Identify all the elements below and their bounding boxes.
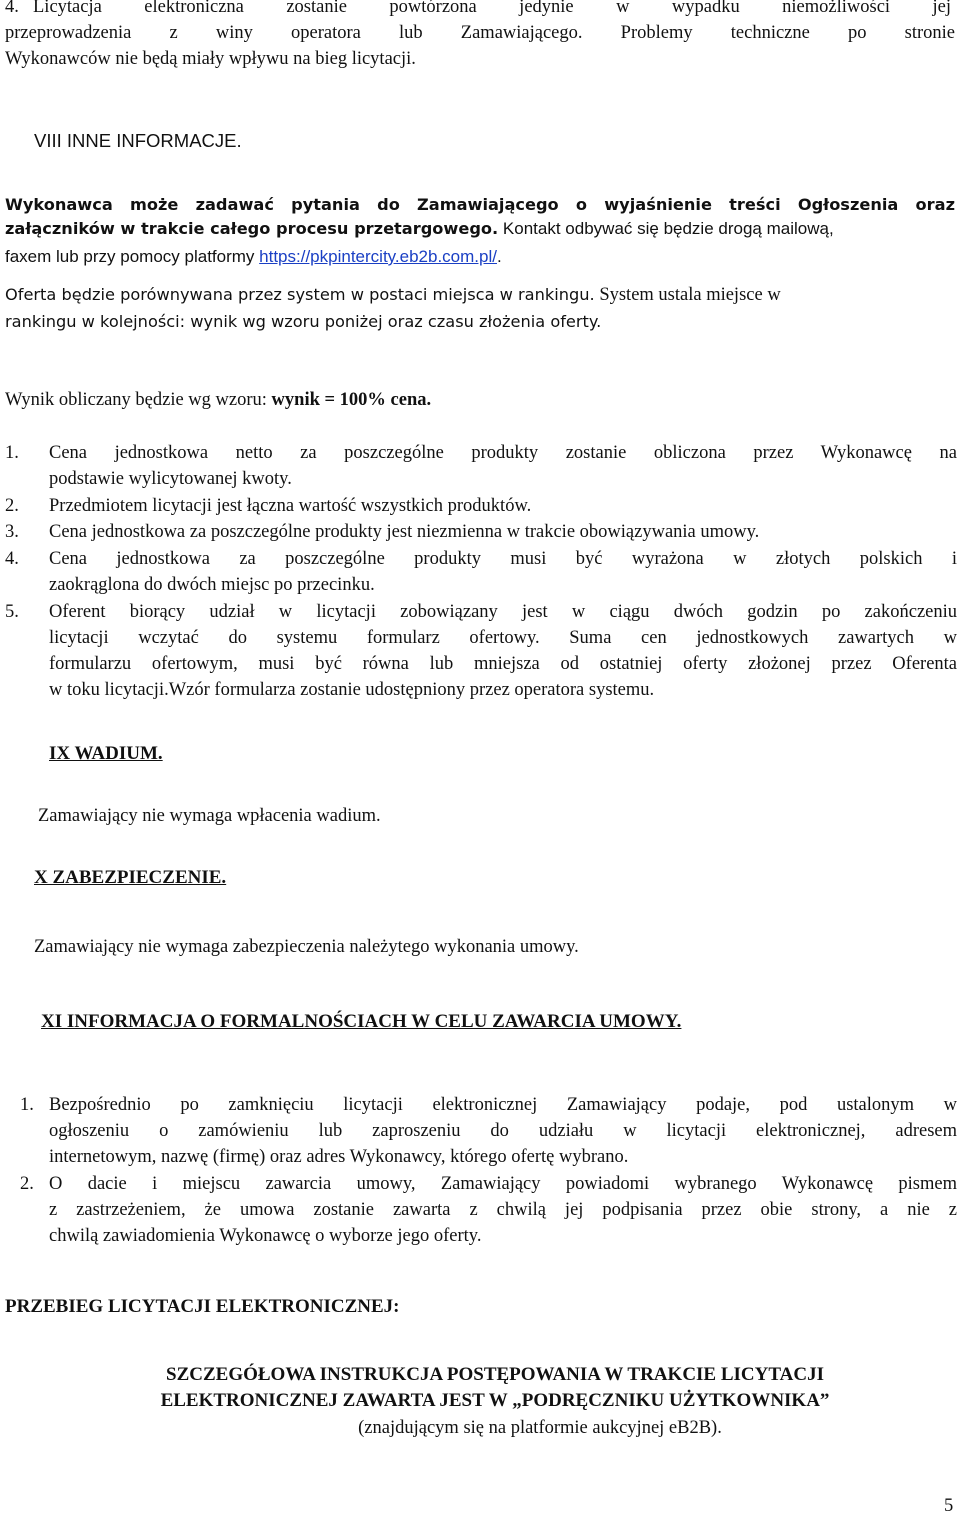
item-line: Bezpośrednio po zamknięciu licytacji elektronicznej Zamawiający podaje, pod ustalonym w — [49, 1095, 957, 1115]
item-line: z zastrzeżeniem, że umowa zostanie zawarta z chwilą jej podpisania przez obie strony, a nie z — [49, 1200, 957, 1220]
list-item — [5, 549, 957, 603]
section-text: Zamawiający nie wymaga wpłacenia wadium. — [38, 806, 381, 826]
item-line: w toku licytacji.Wzór formularza zostanie udostępniony przez operatora systemu. — [49, 680, 655, 700]
questions-paragraph-line2 — [5, 219, 834, 240]
list-item — [5, 443, 957, 497]
ranking-text-2: System ustala miejsce w — [594, 285, 781, 305]
page-number: 5 — [944, 1496, 954, 1516]
item-line: Cena jednostkowa netto za poszczególne produkty zostanie obliczona przez Wykonawcę na — [49, 443, 957, 463]
item-number: 2. — [5, 496, 19, 516]
section-heading: IX WADIUM. — [49, 743, 163, 764]
list-item — [20, 1174, 957, 1256]
item-number: 4. — [5, 0, 19, 17]
section-heading: VIII INNE INFORMACJE. — [34, 130, 242, 151]
instruction-line: (znajdującym się na platformie aukcyjnej eB2B). — [358, 1418, 722, 1438]
instruction-line: SZCZEGÓŁOWA INSTRUKCJA POSTĘPOWANIA W TRAKCIE LICYTACJI — [166, 1364, 824, 1385]
item-line: podstawie wylicytowanej kwoty. — [49, 469, 292, 489]
ranking-line-2: rankingu w kolejności: wynik wg wzoru poniżej oraz czasu złożenia oferty. — [5, 312, 602, 331]
questions-bold: załączników w trakcie całego procesu przetargowego. — [5, 219, 499, 238]
item-line: Cena jednostkowa za poszczególne produkty musi być wyrażona w złotych polskich i — [49, 549, 957, 569]
questions-paragraph: Wykonawca może zadawać pytania do Zamawiającego o wyjaśnienie treści Ogłoszenia oraz — [5, 195, 955, 214]
section-heading: PRZEBIEG LICYTACJI ELEKTRONICZNEJ: — [5, 1296, 400, 1317]
contact-text-2: faxem lub przy pomocy platformy — [5, 247, 260, 266]
item-line: formularzu ofertowym, musi być równa lub mniejsza od ostatniej oferty złożonej przez Oferenta — [49, 654, 957, 674]
item-line: przeprowadzenia z winy operatora lub Zamawiającego. Problemy techniczne po stronie — [5, 23, 955, 43]
list-item — [5, 0, 955, 77]
item-line: Oferent biorący udział w licytacji zobowiązany jest w ciągu dwóch godzin po zakończeniu — [49, 602, 957, 622]
section-heading: XI INFORMACJA O FORMALNOŚCIACH W CELU ZAWARCIA UMOWY. — [41, 1011, 682, 1032]
item-number: 2. — [20, 1174, 34, 1194]
item-number: 1. — [5, 443, 19, 463]
section-heading: X ZABEZPIECZENIE. — [34, 867, 227, 888]
formula-bold: wynik = 100% cena. — [271, 390, 432, 410]
section-text: Zamawiający nie wymaga zabezpieczenia należytego wykonania umowy. — [34, 937, 579, 957]
item-line: licytacji wczytać do systemu formularz ofertowy. Suma cen jednostkowych zawartych w — [49, 628, 957, 648]
contact-text: Kontakt odbywać się będzie drogą mailową, — [498, 219, 834, 238]
item-line: zaokrąglona do dwóch miejsc po przecinku. — [49, 575, 375, 595]
item-line: internetowym, nazwę (firmę) oraz adres Wykonawcy, którego ofertę wybrano. — [49, 1147, 629, 1167]
list-item — [5, 522, 957, 549]
item-number: 4. — [5, 549, 19, 569]
list-item — [5, 496, 957, 523]
item-line: Wykonawców nie będą miały wpływu na bieg licytacji. — [5, 49, 416, 69]
formula-prefix: Wynik obliczany będzie wg wzoru: — [5, 390, 272, 410]
item-number: 1. — [20, 1095, 34, 1115]
item-number: 3. — [5, 522, 19, 542]
contact-line — [5, 247, 502, 267]
item-line: Przedmiotem licytacji jest łączna wartość wszystkich produktów. — [49, 496, 532, 516]
item-number: 5. — [5, 602, 19, 622]
item-line: Cena jednostkowa za poszczególne produkty jest niezmienna w trakcie obowiązywania umowy. — [49, 522, 760, 542]
platform-link[interactable]: https://pkpintercity.eb2b.com.pl/ — [259, 247, 497, 266]
item-line: ogłoszeniu o zamówieniu lub zaproszeniu do udziału w licytacji elektronicznej, adresem — [49, 1121, 957, 1141]
item-line: chwilą zawiadomienia Wykonawcę o wyborze jego oferty. — [49, 1226, 482, 1246]
list-item — [20, 1095, 957, 1177]
formula-line — [5, 390, 431, 411]
item-line: O dacie i miejscu zawarcia umowy, Zamawiający powiadomi wybranego Wykonawcę pismem — [49, 1174, 957, 1194]
ranking-text: Oferta będzie porównywana przez system w postaci miejsca w rankingu. — [5, 285, 595, 304]
list-item — [5, 602, 957, 710]
ranking-line — [5, 285, 781, 306]
contact-end: . — [496, 247, 502, 266]
instruction-line: ELEKTRONICZNEJ ZAWARTA JEST W „PODRĘCZNIKU UŻYTKOWNIKA” — [160, 1390, 830, 1411]
item-line: Licytacja elektroniczna zostanie powtórzona jedynie w wypadku niemożliwości jej — [33, 0, 951, 17]
